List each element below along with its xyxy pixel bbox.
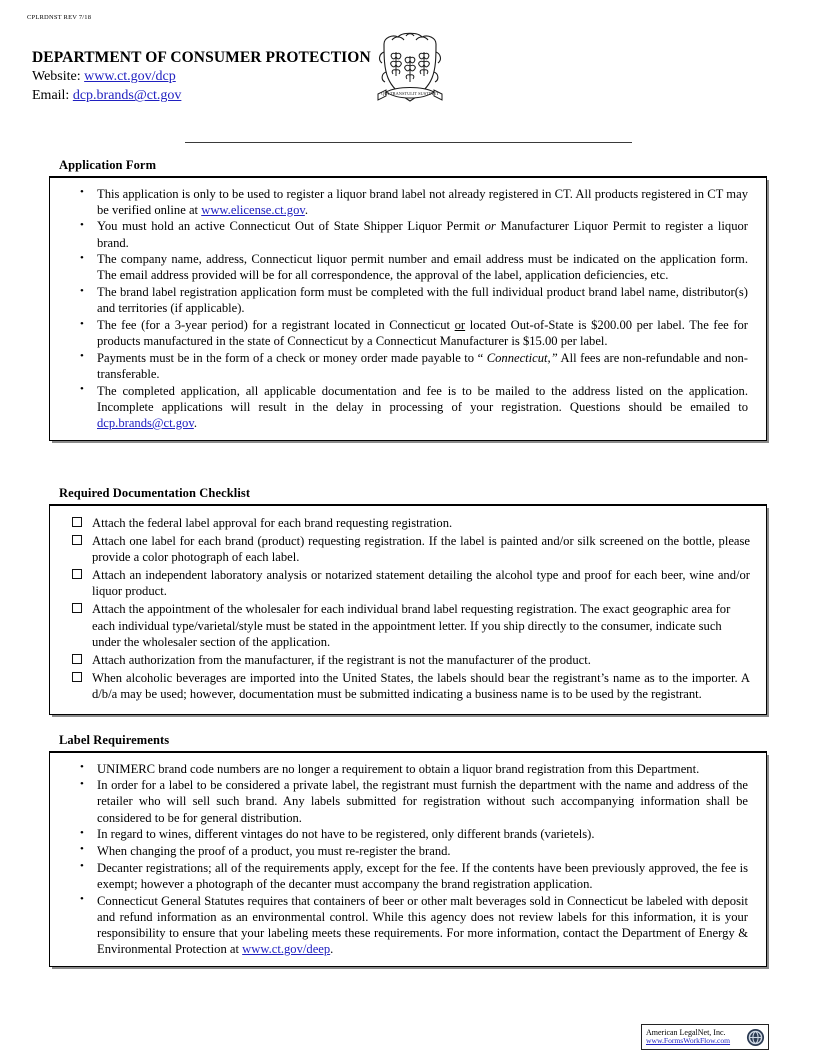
- inline-link[interactable]: dcp.brands@ct.gov: [97, 416, 194, 431]
- text-run: or: [484, 219, 496, 234]
- text-run: located Out-of-State is $200.00 per label. The fee for products manufactured in the state of Connecticut by a Connecticut Manufacturer is $15.00 per label.: [97, 318, 748, 349]
- email-label: Email:: [32, 88, 70, 104]
- list-item: [50, 843, 752, 859]
- website-link[interactable]: www.ct.gov/dcp: [84, 69, 176, 85]
- list-item: [50, 533, 754, 565]
- list-item: [50, 670, 754, 702]
- section-label-requirements: [49, 733, 767, 967]
- text-run: In regard to wines, different vintages do not have to be registered, only different brands (varietels).: [97, 827, 595, 842]
- text-run: Connecticut,”: [486, 350, 558, 365]
- application-form-list: [50, 178, 766, 440]
- text-run: The fee (for a 3-year period) for a registrant located in Connecticut: [97, 318, 455, 332]
- badge-url[interactable]: www.FormsWorkFlow.com: [646, 1036, 731, 1046]
- section-body: [49, 505, 767, 715]
- text-run: In order for a label to be considered a private label, the registrant must furnish the department with the name and address of the retailer who will sell such brand. Any labels submitted for registration without such accompanying information shall be considered to be for general distribution.: [97, 778, 748, 825]
- header-divider: [185, 142, 632, 143]
- revision-code: CPLRDNST REV 7/18: [27, 14, 92, 21]
- section-label: Application Form: [49, 158, 767, 177]
- text-run: UNIMERC brand code numbers are no longer a requirement to obtain a liquor brand registration from this Department.: [97, 761, 700, 776]
- list-item: [50, 601, 754, 650]
- label-requirements-list: [50, 753, 766, 966]
- list-item: [50, 652, 754, 668]
- section-label: Label Requirements: [49, 733, 767, 752]
- list-item: [50, 515, 754, 531]
- badge-text: [646, 1029, 730, 1046]
- email-link[interactable]: dcp.brands@ct.gov: [72, 88, 182, 104]
- list-item: [50, 284, 752, 316]
- checkbox[interactable]: [72, 672, 82, 682]
- section-application-form: [49, 158, 767, 441]
- svg-text:QUI TRANSTULIT SUSTINET: QUI TRANSTULIT SUSTINET: [381, 91, 439, 96]
- text-run: .: [193, 416, 197, 431]
- list-item: [50, 826, 752, 842]
- website-line: [32, 67, 372, 86]
- list-item: [50, 893, 752, 958]
- text-run: Connecticut General Statutes requires that containers of beer or other malt beverages sold in Connecticut be labeled with deposit and refund information as an environmental control. While this agency does not review labels for this information, it is your responsibility to ensure that your labeling meets these requirements. For more information, contact the Department of Energy & Environmental Protection at: [97, 893, 748, 957]
- list-item: [50, 860, 752, 892]
- text-run: Attach the appointment of the wholesaler for each individual brand label requesting registration. The exact geographic area for each individual type/varietal/style must be stated in the appointment letter. If you ship directly to the consumer, indicate such under the wholesaler section of the application.: [92, 602, 731, 649]
- text-run: Attach an independent laboratory analysis or notarized statement detailing the alcohol type and proof for each beer, wine and/or liquor product.: [92, 568, 750, 599]
- connecticut-state-seal-icon: [362, 22, 458, 118]
- documentation-checklist: [50, 506, 766, 714]
- badge-company: American LegalNet, Inc.: [646, 1027, 726, 1037]
- text-run: Manufacturer Liquor Permit to register a liquor brand.: [97, 219, 749, 250]
- section-label: Required Documentation Checklist: [49, 486, 767, 505]
- text-run: .: [330, 942, 334, 957]
- email-line: [32, 86, 372, 105]
- list-item: [50, 567, 754, 599]
- checkbox[interactable]: [72, 654, 82, 664]
- text-run: All fees are non-refundable and non-transferable.: [97, 350, 748, 382]
- text-run: Payments must be in the form of a check or money order made payable to “: [97, 350, 487, 365]
- section-required-documentation-checklist: [49, 486, 767, 715]
- text-run: Attach authorization from the manufacturer, if the registrant is not the manufacturer of the product.: [92, 653, 591, 667]
- text-run: or: [454, 318, 466, 332]
- text-run: Attach the federal label approval for each brand requesting registration.: [92, 515, 453, 530]
- list-item: [50, 317, 752, 349]
- checkbox[interactable]: [72, 569, 82, 579]
- page-title: DEPARTMENT OF CONSUMER PROTECTION: [32, 49, 371, 66]
- text-run: Attach one label for each brand (product) requesting registration. If the label is painted and/or silk screened on the bottle, please provide a color photograph of each label.: [92, 533, 750, 564]
- list-item: [50, 350, 752, 382]
- text-run: When changing the proof of a product, you must re-register the brand.: [97, 843, 451, 858]
- list-item: [50, 186, 752, 218]
- text-run: The completed application, all applicable documentation and fee is to be mailed to the address listed on the application. Incomplete applications will result in the delay in processing of your registration. Questions should be emailed to: [97, 383, 748, 414]
- text-run: When alcoholic beverages are imported into the United States, the labels should bear the registrant’s name as to the importer. A d/b/a may be used; however, documentation must be submitted indicating a business name is to be used by the registrant.: [92, 671, 750, 702]
- list-item: [50, 761, 752, 777]
- text-run: The company name, address, Connecticut liquor permit number and email address must be indicated on the application form. The email address provided will be for all correspondence, the approval of the label, application deficiencies, etc.: [97, 252, 748, 283]
- list-item: [50, 218, 752, 250]
- list-item: [50, 777, 752, 826]
- text-run: This application is only to be used to register a liquor brand label not already registered in CT. All products registered in CT may be verified online at: [97, 186, 748, 217]
- section-body: [49, 752, 767, 967]
- list-item: [50, 383, 752, 432]
- text-run: .: [304, 202, 309, 217]
- text-run: Decanter registrations; all of the requirements apply, except for the fee. If the contents have been previously approved, the fee is exempt; however a photograph of the decanter must accompany the brand registration application.: [97, 860, 748, 891]
- american-legalnet-badge[interactable]: [641, 1024, 769, 1050]
- section-body: [49, 177, 767, 441]
- checkbox[interactable]: [72, 517, 82, 527]
- text-run: The brand label registration application form must be completed with the full individual product brand label name, distributor(s) and territories (if applicable).: [97, 285, 748, 316]
- text-run: You must hold an active Connecticut Out of State Shipper Liquor Permit: [97, 219, 485, 234]
- agency-header: [32, 48, 372, 105]
- inline-link[interactable]: www.elicense.ct.gov: [201, 202, 305, 217]
- inline-link[interactable]: www.ct.gov/deep: [242, 942, 331, 957]
- list-item: [50, 251, 752, 283]
- website-label: Website:: [32, 69, 81, 85]
- globe-icon: [746, 1028, 765, 1047]
- checkbox[interactable]: [72, 535, 82, 545]
- checkbox[interactable]: [72, 603, 82, 613]
